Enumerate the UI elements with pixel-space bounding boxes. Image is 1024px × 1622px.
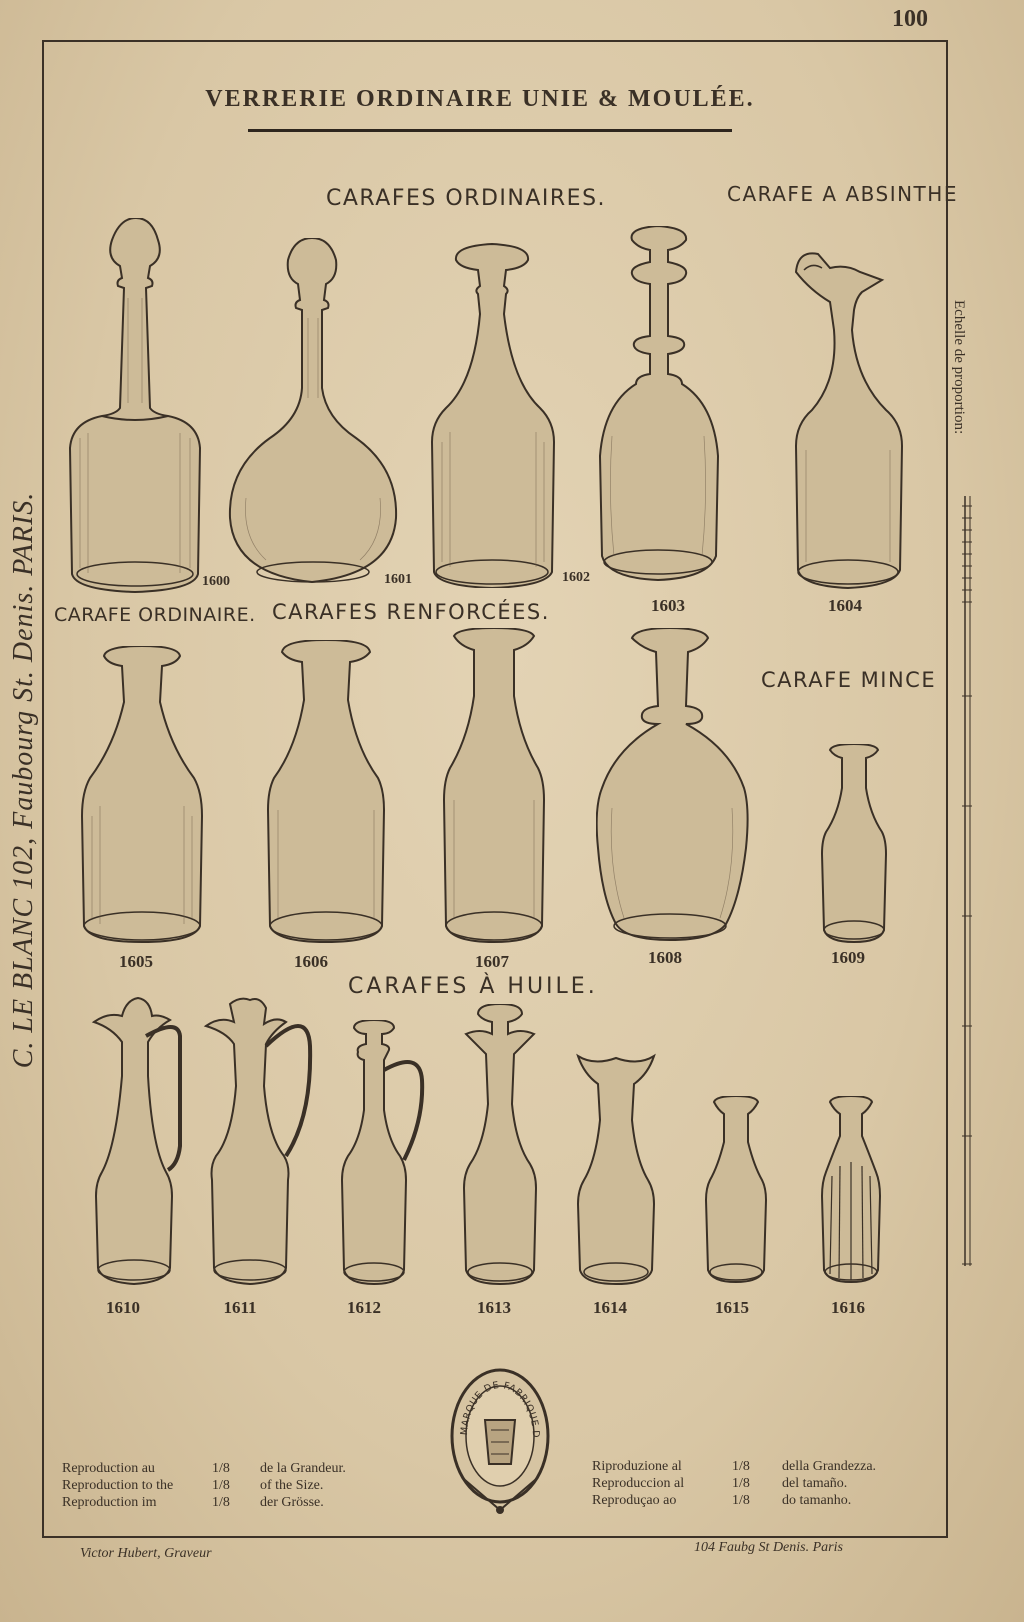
carafe-1607-illustration <box>438 628 548 944</box>
page-number: 100 <box>892 6 928 32</box>
cruet-1615-illustration <box>702 1096 770 1284</box>
printer-address: 104 Faubg St Denis. Paris <box>694 1540 843 1555</box>
carafe-1606-illustration <box>260 640 390 944</box>
carafe-1601-illustration <box>226 238 401 594</box>
section-carafe-ordinaire: CARAFE ORDINAIRE. <box>54 604 256 626</box>
note-left-row-fr: Reproduction au 1/8 de la Grandeur. <box>62 1461 346 1476</box>
item-number-1612: 1612 <box>347 1298 381 1317</box>
item-number-1616: 1616 <box>831 1298 865 1317</box>
trademark-text: MARQUE DE FABRIQUE D <box>458 1379 542 1439</box>
proportion-scale-bar <box>962 496 972 1266</box>
carafe-1604-absinthe-illustration <box>790 250 910 590</box>
publisher-imprint: C. LE BLANC 102, Faubourg St. Denis. PARIS. <box>8 491 39 1069</box>
title-underline <box>248 129 732 132</box>
engraver-credit: Victor Hubert, Graveur <box>80 1546 212 1561</box>
item-number-1603: 1603 <box>651 596 685 615</box>
carafe-1609-mince-illustration <box>816 744 892 944</box>
item-number-1602: 1602 <box>562 570 590 585</box>
section-carafes-renforcees: CARAFES RENFORCÉES. <box>272 600 550 624</box>
item-number-1611: 1611 <box>223 1298 257 1317</box>
item-number-1604: 1604 <box>828 596 862 615</box>
item-number-1613: 1613 <box>477 1298 511 1317</box>
reproduction-note-right <box>592 1458 876 1509</box>
item-number-1609: 1609 <box>831 948 865 967</box>
note-right-row-pt: Reproduçao ao 1/8 do tamanho. <box>592 1493 852 1508</box>
item-number-1601: 1601 <box>384 572 412 587</box>
cruet-1612-illustration <box>330 1020 430 1286</box>
section-carafes-ordinaires: CARAFES ORDINAIRES. <box>326 186 607 211</box>
item-number-1608: 1608 <box>648 948 682 967</box>
item-number-1607: 1607 <box>475 952 509 971</box>
item-number-1600: 1600 <box>202 574 230 589</box>
note-right-row-es: Reproduccion al 1/8 del tamaño. <box>592 1476 848 1491</box>
carafe-1608-illustration <box>596 628 752 944</box>
cruet-1613-illustration <box>454 1004 546 1286</box>
cruet-1610-illustration <box>86 996 188 1286</box>
item-number-1610: 1610 <box>106 1298 140 1317</box>
item-number-1615: 1615 <box>715 1298 749 1317</box>
carafe-1605-illustration <box>76 646 206 944</box>
page-title: VERRERIE ORDINAIRE UNIE & MOULÉE. <box>205 86 755 112</box>
note-right-row-it: Riproduzione al 1/8 della Grandezza. <box>592 1459 877 1474</box>
carafe-1603-illustration <box>594 226 724 588</box>
item-number-1614: 1614 <box>593 1298 627 1317</box>
section-carafes-huile: CARAFES À HUILE. <box>348 974 598 999</box>
note-left-row-de: Reproduction im 1/8 der Grösse. <box>62 1495 324 1510</box>
carafe-1602-illustration <box>428 242 558 588</box>
cruet-1614-illustration <box>574 1050 658 1286</box>
note-left-row-en: Reproduction to the 1/8 of the Size. <box>62 1478 324 1493</box>
section-carafe-mince: CARAFE MINCE <box>761 668 937 692</box>
reproduction-note-left <box>62 1460 346 1511</box>
cruet-1611-illustration <box>200 996 320 1286</box>
carafe-1600-illustration <box>68 218 203 596</box>
item-number-1606: 1606 <box>294 952 328 971</box>
section-carafe-absinthe: CARAFE A ABSINTHE <box>727 182 958 206</box>
scale-label: Echelle de proportion: <box>951 300 967 435</box>
item-number-1605: 1605 <box>119 952 153 971</box>
trademark-seal <box>445 1360 555 1520</box>
cruet-1616-illustration <box>818 1096 884 1284</box>
